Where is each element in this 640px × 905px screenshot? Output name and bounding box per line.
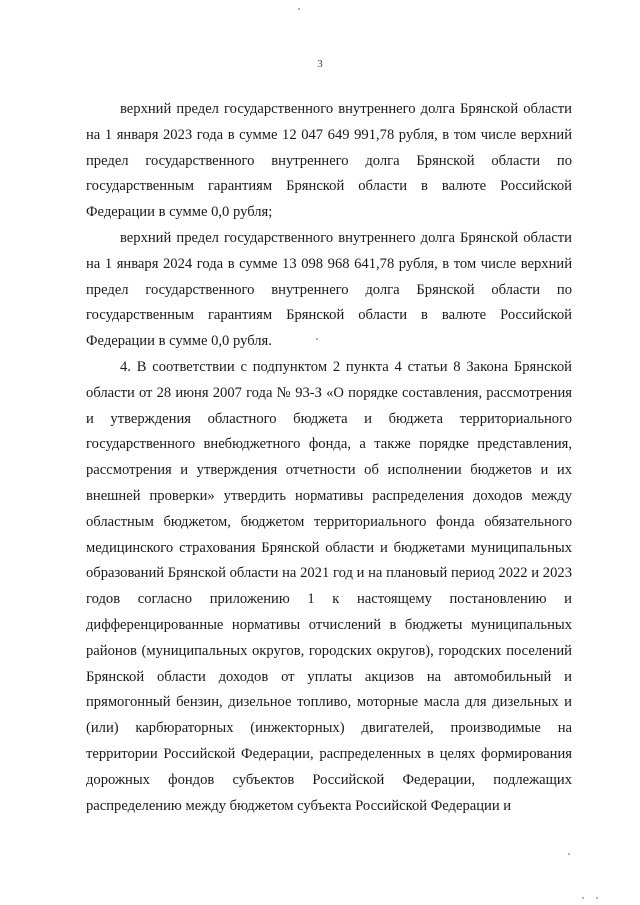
scan-speck xyxy=(316,338,318,340)
paragraph-item-4: 4. В соответствии с подпунктом 2 пункта 4 статьи 8 Закона Брянской области от 28 июня 2007 года № 93-З «О порядке составления, рассмотрения и утверждения областного бюджета и бюджета территориального государственного внебюджетного фонда, а также порядке представления, рассмотрения и утверждения отчетности об исполнении бюджетов и их внешней проверки» утвердить нормативы распределения доходов между областным бюджетом, бюджетом территориального фонда обязательного медицинского страхования Брянской области и бюджетами муниципальных образований Брянской области на 2021 год и на плановый период 2022 и 2023 годов согласно приложению 1 к настоящему постановлению и дифференцированные нормативы отчислений в бюджеты муниципальных районов (муниципальных округов, городских округов), городских поселений Брянской области доходов от уплаты акцизов на автомобильный и прямогонный бензин, дизельное топливо, моторные масла для дизельных и (или) карбюраторных (инжекторных) двигателей, производимые на территории Российской Федерации, распределенных в целях формирования дорожных фондов субъектов Российской Федерации, подлежащих распределению между бюджетом субъекта Российской Федерации и xyxy=(86,358,572,814)
page-number: 3 xyxy=(317,58,323,70)
paragraph-debt-limit-2023: верхний предел государственного внутреннего долга Брянской области на 1 января 2023 года в сумме 12 047 649 991,78 рубля, в том числе верхний предел государственного внутреннего долга Брянской области по государственным гарантиям Брянской области в валюте Российской Федерации в сумме 0,0 рубля; xyxy=(86,101,572,221)
document-body xyxy=(86,97,572,819)
paragraph-debt-limit-2024: верхний предел государственного внутреннего долга Брянской области на 1 января 2024 года в сумме 13 098 968 641,78 рубля, в том числе верхний предел государственного внутреннего долга Брянской области по государственным гарантиям Брянской области в валюте Российской Федерации в сумме 0,0 рубля. xyxy=(86,229,572,350)
scan-speck xyxy=(596,897,598,899)
scan-speck xyxy=(568,853,570,855)
scan-speck xyxy=(582,897,584,899)
scan-speck xyxy=(298,8,300,10)
